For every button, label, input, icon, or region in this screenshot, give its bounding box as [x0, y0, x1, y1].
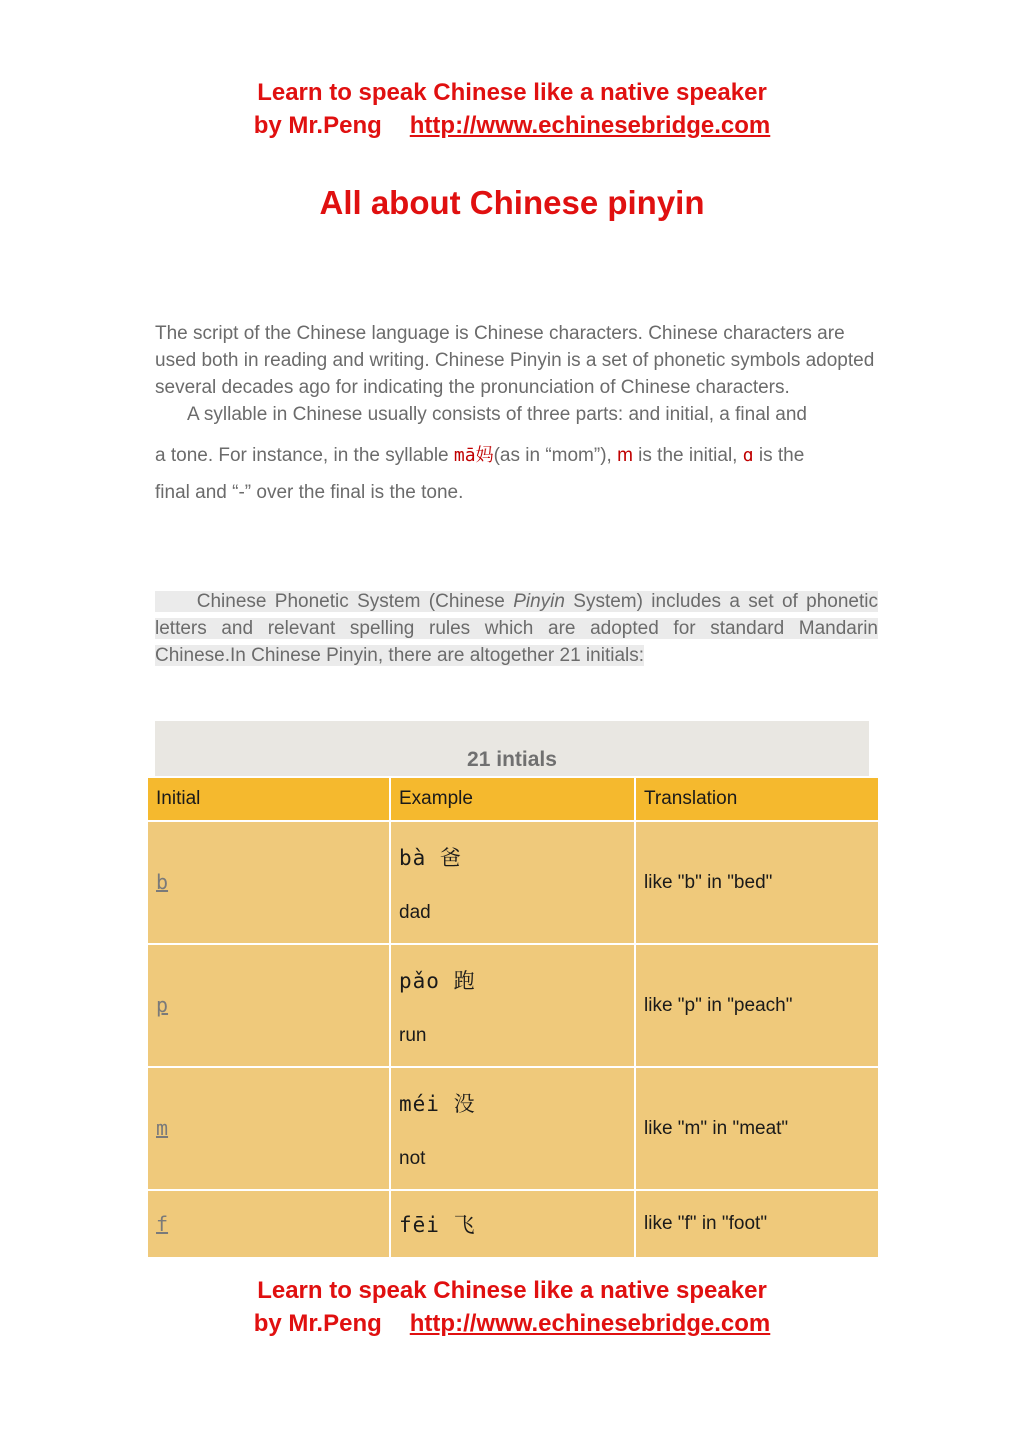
initial-letter-link[interactable]: b [156, 870, 169, 894]
initial-letter-link[interactable]: m [156, 1116, 169, 1140]
table-row [147, 1067, 879, 1190]
example-syllable: mā妈 [453, 445, 494, 466]
example-cell [390, 821, 635, 944]
initial-cell [147, 944, 390, 1067]
intro-text: is the [753, 445, 805, 466]
example-meaning: dad [399, 901, 431, 923]
footer-website-link[interactable]: http://www.echinesebridge.com [409, 1310, 771, 1337]
example-meaning: run [399, 1024, 427, 1046]
table-caption-text: 21 intials [467, 748, 557, 771]
example-final: ɑ [742, 445, 754, 466]
table-row [147, 944, 879, 1067]
example-initial: m [617, 445, 633, 466]
initial-cell [147, 1190, 390, 1258]
header-initial: Initial [147, 777, 390, 821]
example-pinyin: pǎo 跑 [399, 968, 476, 993]
table-row [147, 821, 879, 944]
intro-text: (as in “mom”), [493, 445, 618, 466]
phonetic-system-paragraph [155, 588, 878, 669]
header-example: Example [390, 777, 635, 821]
header-tagline: Learn to speak Chinese like a native speaker [257, 79, 767, 106]
header-author: by Mr.Peng [253, 112, 382, 139]
footer-tagline: Learn to speak Chinese like a native speaker [257, 1277, 767, 1304]
example-pinyin: méi 没 [399, 1091, 476, 1116]
page-header [0, 76, 1024, 142]
intro-paragraph-1: The script of the Chinese language is Chinese characters. Chinese characters are used both in reading and writing. Chinese Pinyin is a set of phonetic symbols adopted several decades ago for indicating the pronunciation of Chinese characters. [155, 323, 875, 398]
initial-cell [147, 821, 390, 944]
example-cell [390, 1190, 635, 1258]
example-meaning: not [399, 1147, 426, 1169]
phonetic-text: Chinese Phonetic System (Chinese Pinyin System) includes a set of phonetic letters and relevant spelling rules which are adopted for standard Mandarin Chinese.In Chinese Pinyin, there are altogether 21 initials: [155, 591, 878, 666]
intro-text: a tone. For instance, in the syllable [155, 445, 454, 466]
translation-cell: like "f" in "foot" [635, 1190, 879, 1258]
initial-letter-link[interactable]: f [156, 1211, 169, 1236]
footer-author: by Mr.Peng [253, 1310, 382, 1337]
intro-paragraph-4: final and “-” over the final is the tone. [155, 482, 464, 503]
page-footer [0, 1274, 1024, 1340]
translation-cell: like "b" in "bed" [635, 821, 879, 944]
initials-table [146, 776, 880, 1259]
translation-cell: like "m" in "meat" [635, 1067, 879, 1190]
table-caption [155, 721, 869, 776]
example-cell [390, 944, 635, 1067]
intro-paragraph-3 [155, 442, 880, 469]
translation-cell: like "p" in "peach" [635, 944, 879, 1067]
intro-text: is the initial, [632, 445, 743, 466]
header-byline [0, 109, 1024, 142]
header-website-link[interactable]: http://www.echinesebridge.com [409, 112, 771, 139]
pinyin-italic: Pinyin [513, 591, 565, 612]
intro-section [155, 320, 880, 506]
table-row [147, 1190, 879, 1258]
initial-letter-link[interactable]: p [156, 993, 169, 1017]
example-pinyin: fēi 飞 [399, 1213, 476, 1237]
footer-byline [0, 1307, 1024, 1340]
example-pinyin: bà 爸 [399, 845, 462, 870]
example-cell [390, 1067, 635, 1190]
intro-paragraph-2: A syllable in Chinese usually consists of three parts: and initial, a final and [187, 404, 807, 425]
initial-cell [147, 1067, 390, 1190]
document-title: All about Chinese pinyin [319, 184, 705, 221]
table-header-row [147, 777, 879, 821]
header-translation: Translation [635, 777, 879, 821]
